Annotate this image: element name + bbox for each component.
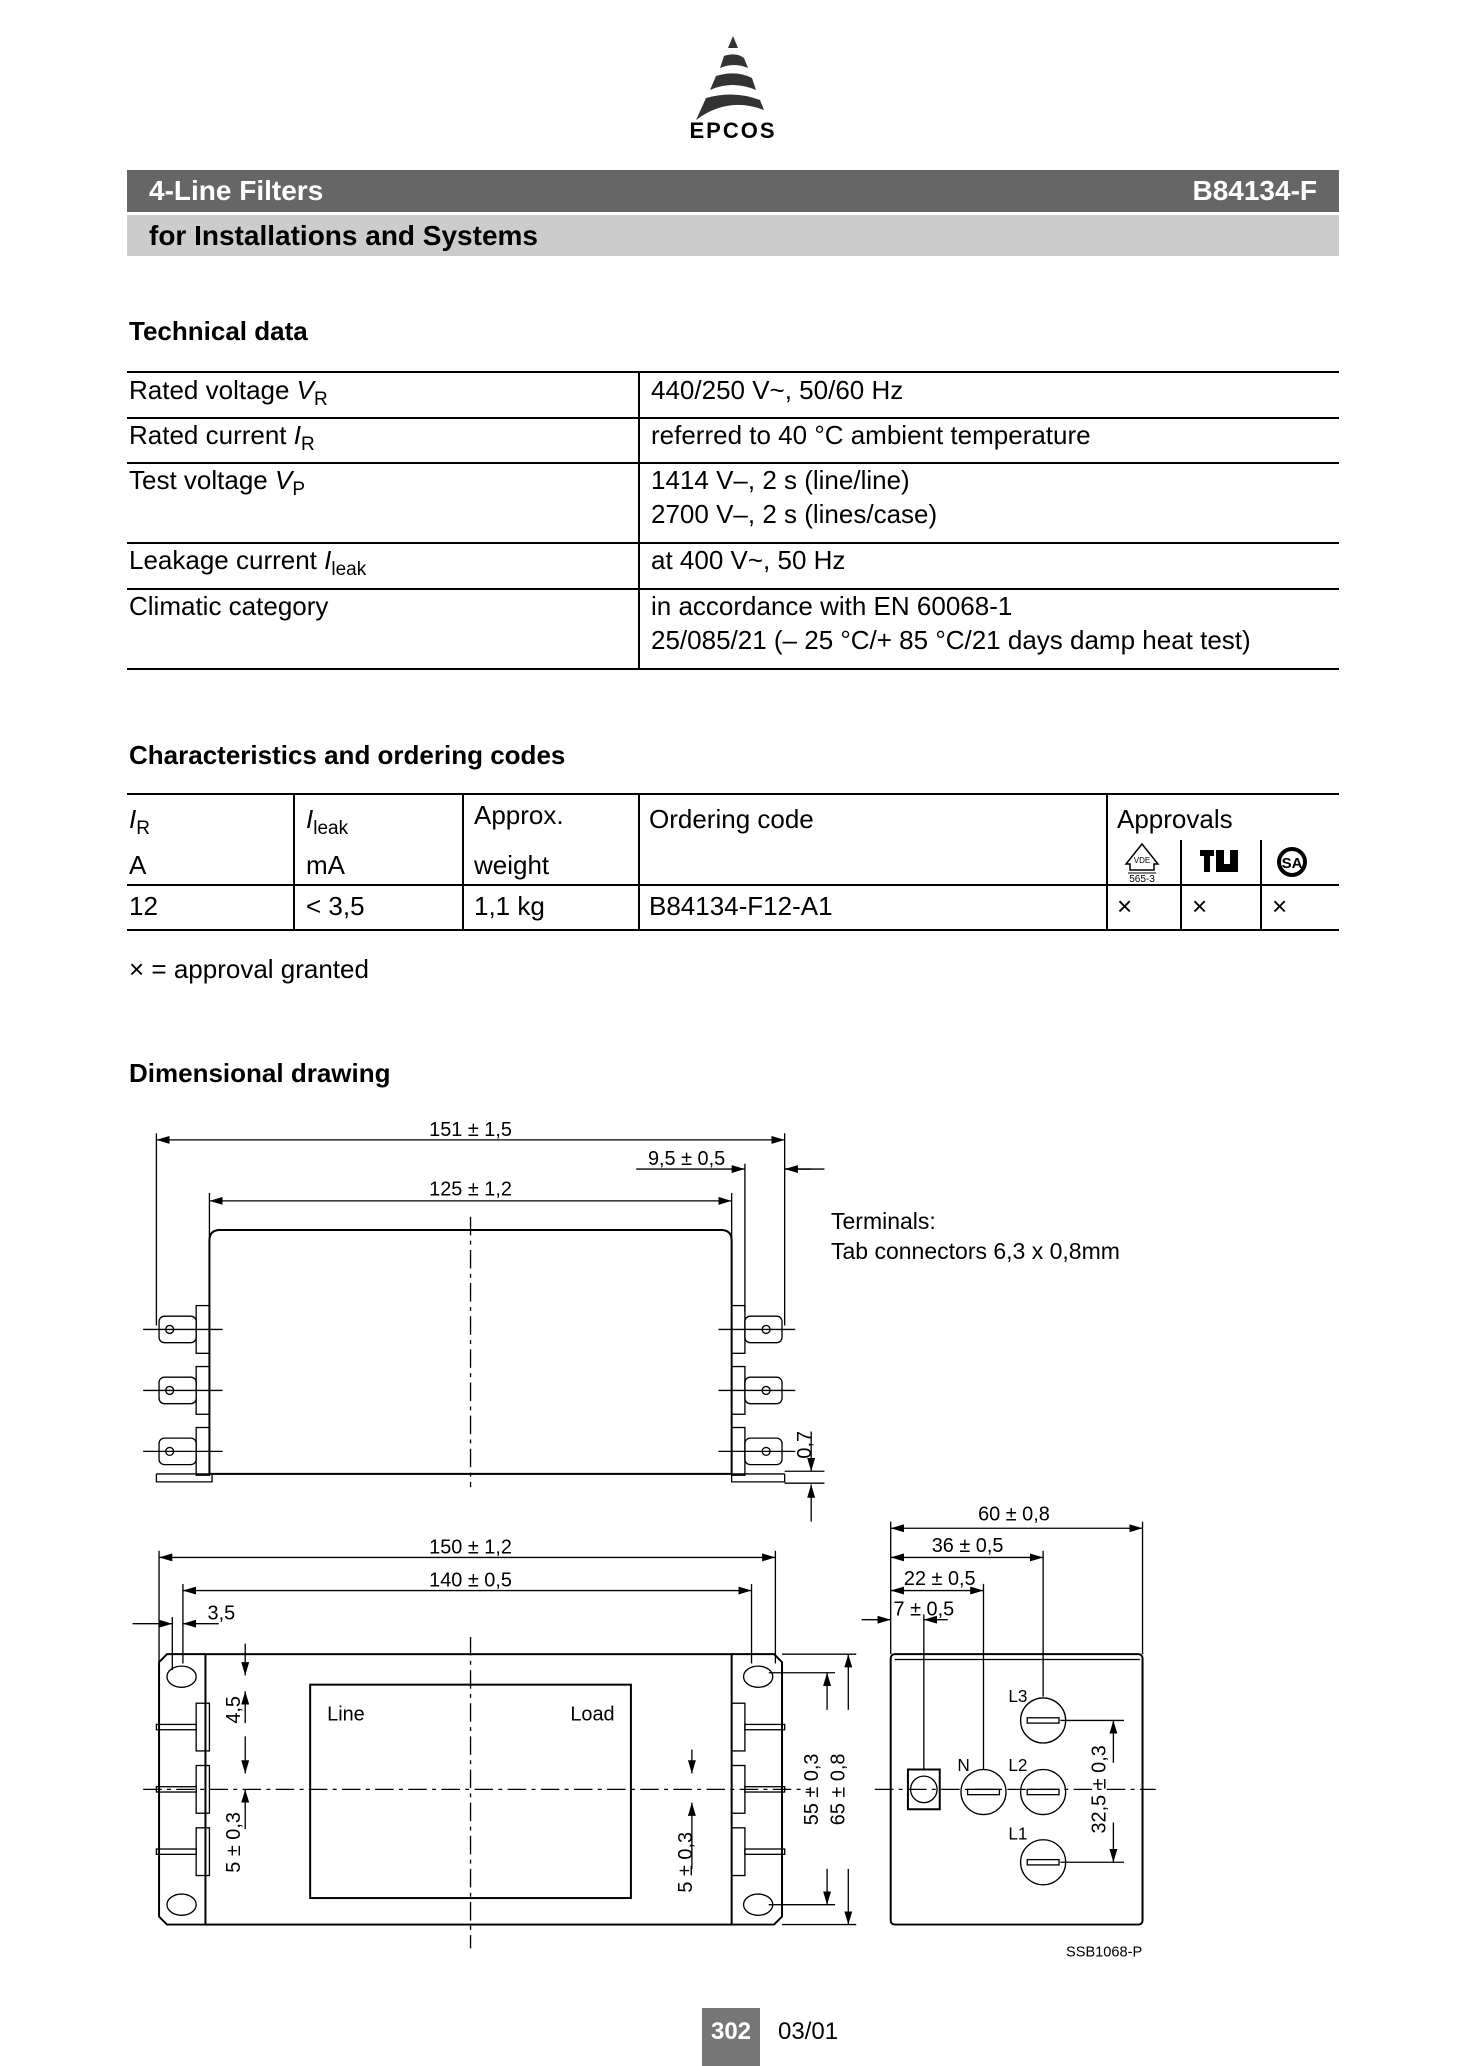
part-number: B84134-F: [1192, 175, 1317, 206]
header-approvals: Approvals: [1117, 804, 1233, 834]
technical-data-heading: Technical data: [129, 316, 308, 346]
dim-125: 125 ± 1,2: [429, 1178, 512, 1201]
tech-row-label: Rated current $I_R$: [129, 420, 315, 455]
label-n: N: [957, 1754, 970, 1775]
tech-row-label: Leakage current $I_{leak}$: [129, 545, 367, 580]
tech-row-value: 1414 V–, 2 s (line/line): [651, 465, 910, 495]
ordering-cell-csa: ×: [1272, 891, 1288, 921]
svg-text:565-3: 565-3: [1129, 874, 1155, 884]
tech-row-label: Test voltage $V_P$: [129, 465, 306, 500]
header-weight-2: weight: [474, 850, 550, 880]
ordering-cell-ul: ×: [1192, 891, 1208, 921]
csa-approval-icon: [1276, 846, 1308, 878]
dim-140: 140 ± 0,5: [429, 1569, 512, 1592]
header-weight: Approx.: [474, 800, 564, 830]
ul-approval-icon: [1198, 846, 1242, 876]
product-subtitle: for Installations and Systems: [149, 220, 538, 251]
dim-32-5: 32,5 ± 0,3: [1088, 1745, 1111, 1834]
header-leakage-unit: mA: [306, 850, 345, 880]
page-number: 302: [702, 2008, 760, 2066]
vde-approval-icon: [1118, 842, 1166, 884]
dim-5-right: 5 ± 0,3: [674, 1831, 697, 1893]
dim-5-left: 5 ± 0,3: [222, 1812, 245, 1873]
product-title: 4-Line Filters: [149, 175, 324, 206]
dim-36: 36 ± 0,5: [931, 1535, 1004, 1558]
tech-row-value: 2700 V–, 2 s (lines/case): [651, 499, 938, 529]
header-ordering-code: Ordering code: [649, 804, 814, 834]
tech-row-value: in accordance with EN 60068-1: [651, 591, 1013, 621]
ordering-cell-weight: 1,1 kg: [474, 891, 545, 921]
dim-65: 65 ± 0,8: [827, 1753, 850, 1826]
tech-row-value: 25/085/21 (– 25 °C/+ 85 °C/21 days damp heat test): [651, 625, 1251, 655]
ordering-cell-code: B84134-F12-A1: [649, 891, 833, 921]
ordering-cell-ir: 12: [129, 891, 158, 921]
label-l3: L3: [1008, 1685, 1028, 1706]
dim-7: 7 ± 0,5: [893, 1598, 955, 1621]
ordering-heading: Characteristics and ordering codes: [129, 740, 566, 770]
terminals-spec: Tab connectors 6,3 x 0,8mm: [831, 1238, 1120, 1264]
label-line: Line: [327, 1703, 365, 1726]
issue-date: 03/01: [778, 2018, 839, 2045]
tech-row-value: 440/250 V~, 50/60 Hz: [651, 375, 904, 405]
dim-151: 151 ± 1,5: [429, 1118, 512, 1141]
header-leakage-current: $I_{leak}$: [306, 804, 349, 839]
dim-3-5: 3,5: [207, 1602, 236, 1625]
epcos-logo: [688, 34, 778, 144]
svg-text:EPCOS: EPCOS: [689, 118, 777, 143]
title-bar: [127, 170, 1339, 212]
subtitle-bar: [127, 215, 1339, 256]
ordering-cell-ileak: < 3,5: [306, 891, 365, 921]
drawing-reference: SSB1068-P: [1066, 1944, 1143, 1961]
tech-row-value: at 400 V~, 50 Hz: [651, 545, 846, 575]
dim-60: 60 ± 0,8: [978, 1503, 1050, 1526]
dim-4-5: 4,5: [222, 1696, 245, 1724]
svg-text:VDE: VDE: [1133, 856, 1151, 865]
header-rated-current: $I_R$: [129, 804, 150, 839]
tech-row-label: Climatic category: [129, 591, 329, 621]
label-l1: L1: [1008, 1823, 1028, 1844]
svg-text:SA: SA: [1281, 855, 1303, 872]
approval-note: × = approval granted: [129, 954, 369, 984]
header-rated-current-unit: A: [129, 850, 147, 880]
dim-22: 22 ± 0,5: [903, 1568, 976, 1591]
tech-row-value: referred to 40 °C ambient temperature: [651, 420, 1091, 450]
tech-row-label: Rated voltage $V_R$: [129, 375, 328, 410]
label-l2: L2: [1008, 1754, 1028, 1775]
dim-55: 55 ± 0,3: [800, 1753, 823, 1826]
dim-9-5: 9,5 ± 0,5: [647, 1148, 726, 1171]
label-load: Load: [570, 1703, 615, 1726]
dimensional-drawing-heading: Dimensional drawing: [129, 1058, 391, 1088]
ordering-cell-vde: ×: [1117, 891, 1133, 921]
dim-0-7: 0,7: [794, 1430, 817, 1459]
dim-150: 150 ± 1,2: [429, 1536, 512, 1559]
terminals-label: Terminals:: [831, 1208, 936, 1234]
